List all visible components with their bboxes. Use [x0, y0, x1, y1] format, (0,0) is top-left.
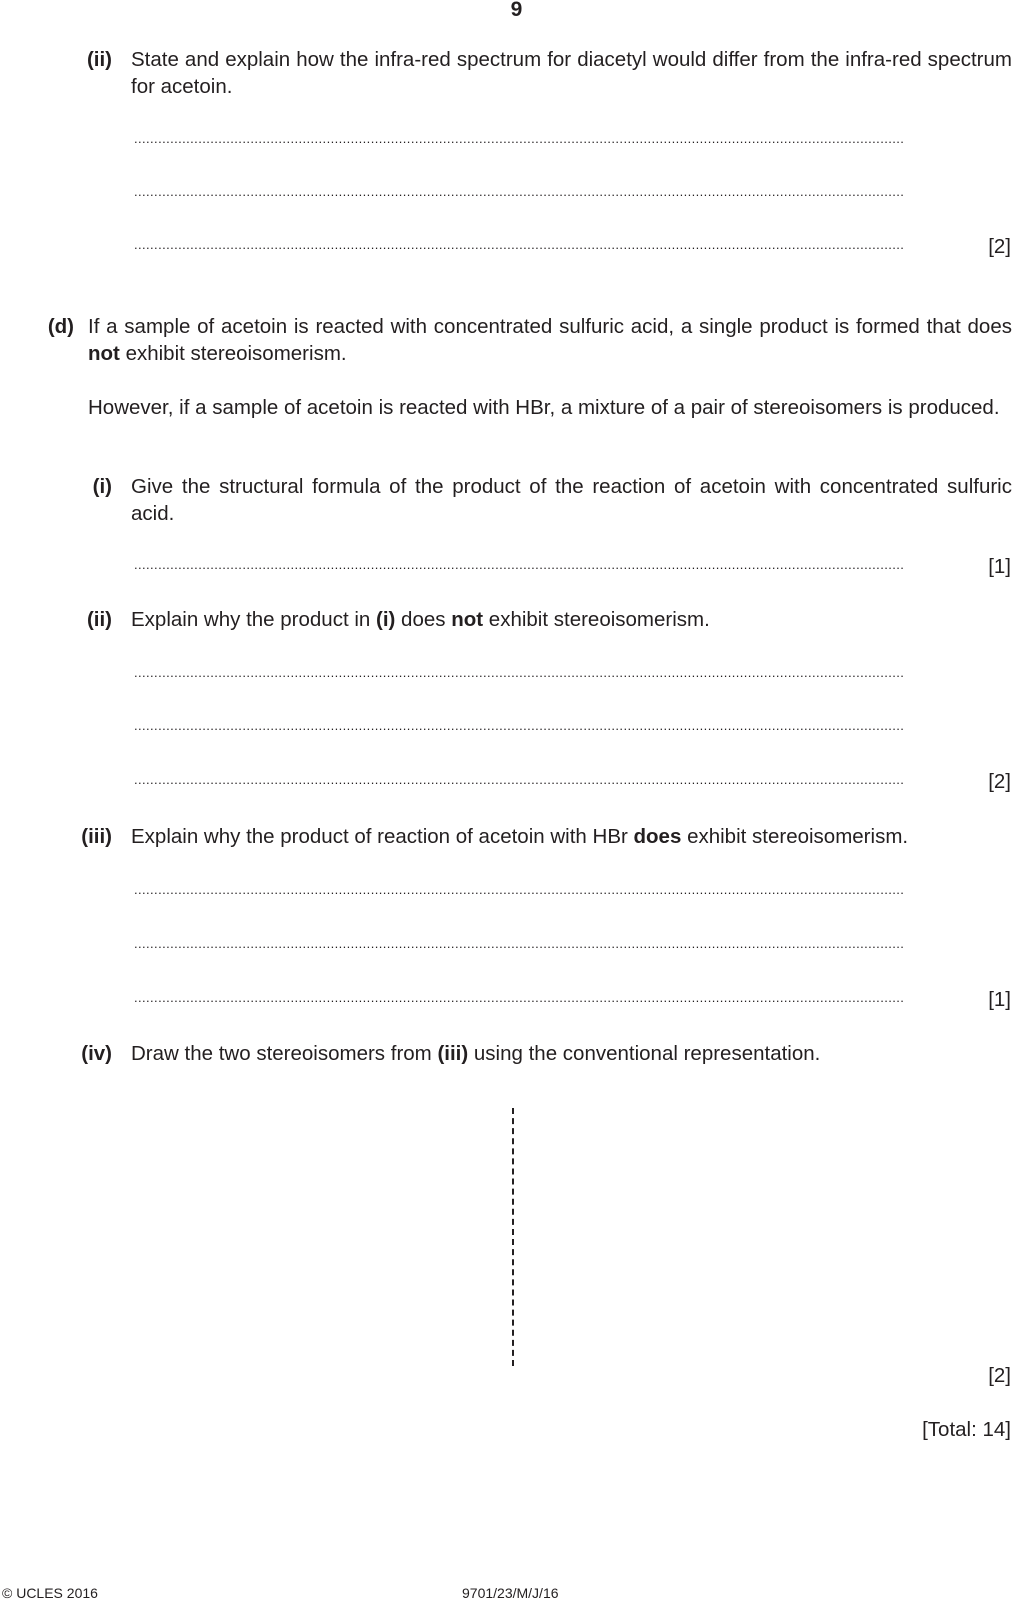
- question-text-d-iv: Draw the two stereoisomers from (iii) using the conventional representation.: [131, 1042, 821, 1065]
- drawing-area-left[interactable]: [130, 1100, 505, 1370]
- answer-line[interactable]: ................................................................................................................................................................................................: [134, 990, 905, 1005]
- mark-allocation: [2]: [988, 1364, 1011, 1387]
- question-label-d-iii: (iii): [81, 825, 112, 848]
- mark-allocation: [1]: [988, 988, 1011, 1011]
- question-label-d-iv: (iv): [81, 1042, 112, 1065]
- answer-line[interactable]: ................................................................................................................................................................................................: [134, 131, 905, 146]
- answer-line[interactable]: ................................................................................................................................................................................................: [134, 665, 905, 680]
- answer-line[interactable]: ................................................................................................................................................................................................: [134, 557, 905, 572]
- footer-paper-code: 9701/23/M/J/16: [462, 1585, 559, 1601]
- question-text-d-ii: Explain why the product in (i) does not exhibit stereoisomerism.: [131, 608, 710, 631]
- mark-allocation: [2]: [988, 770, 1011, 793]
- question-text-d-iii: Explain why the product of reaction of acetoin with HBr does exhibit stereoisomerism.: [131, 825, 909, 848]
- answer-line[interactable]: ................................................................................................................................................................................................: [134, 237, 905, 252]
- question-text-d-intro: If a sample of acetoin is reacted with concentrated sulfuric acid, a single product is formed that does not exhibit stereoisomerism.: [88, 315, 1012, 365]
- mark-allocation: [1]: [988, 555, 1011, 578]
- question-text-d-second: However, if a sample of acetoin is reacted with HBr, a mixture of a pair of stereoisomers is produced.: [88, 396, 1000, 419]
- answer-line[interactable]: ................................................................................................................................................................................................: [134, 936, 905, 951]
- footer-copyright: © UCLES 2016: [2, 1585, 98, 1601]
- page-number: 9: [510, 0, 523, 21]
- answer-line[interactable]: ................................................................................................................................................................................................: [134, 184, 905, 199]
- answer-line[interactable]: ................................................................................................................................................................................................: [134, 882, 905, 897]
- question-label-d: (d): [47, 315, 74, 338]
- total-marks: [Total: 14]: [922, 1418, 1011, 1441]
- question-label-d-ii: (ii): [86, 608, 112, 631]
- question-text-d-i: Give the structural formula of the product of the reaction of acetoin with concentrated sulfuric acid.: [131, 475, 1012, 525]
- answer-line[interactable]: ................................................................................................................................................................................................: [134, 718, 905, 733]
- answer-line[interactable]: ................................................................................................................................................................................................: [134, 772, 905, 787]
- mark-allocation: [2]: [988, 235, 1011, 258]
- drawing-area-right[interactable]: [520, 1100, 1010, 1370]
- question-label-c-ii: (ii): [86, 48, 112, 71]
- question-label-d-i: (i): [92, 475, 112, 498]
- question-text-c-ii: State and explain how the infra-red spectrum for diacetyl would differ from the infra-red spectrum for acetoin.: [131, 48, 1012, 98]
- drawing-area-divider: [512, 1108, 514, 1366]
